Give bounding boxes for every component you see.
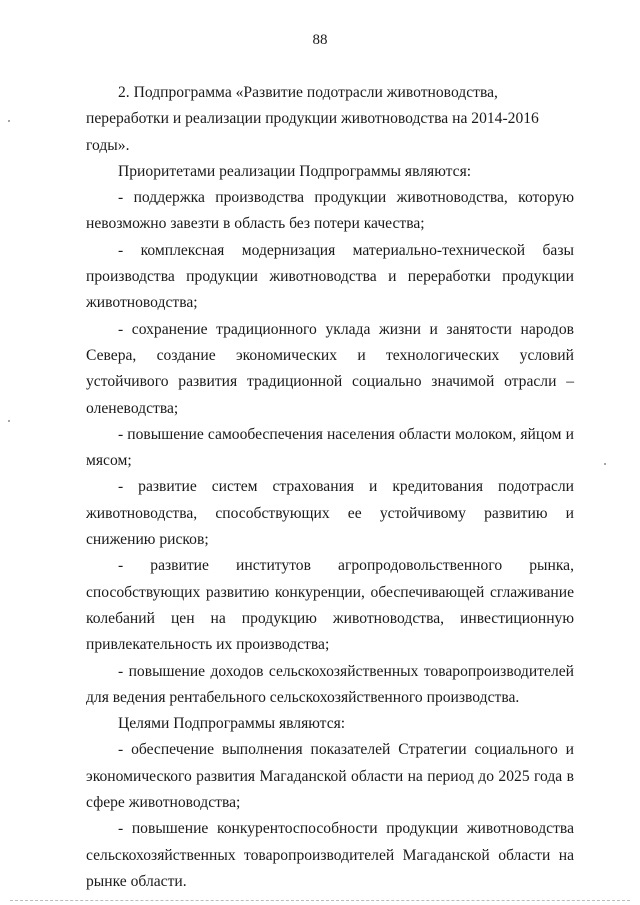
scan-artifact bbox=[604, 463, 606, 465]
priority-item: - развитие систем страхования и кредитования подотрасли животноводства, способствующих ее устойчивому развитию и снижению рисков; bbox=[86, 478, 574, 549]
document-body bbox=[86, 80, 574, 895]
priority-item: - поддержка производства продукции животноводства, которую невозможно завезти в область без потери качества; bbox=[86, 189, 574, 233]
scan-artifact bbox=[8, 420, 10, 422]
scan-artifact bbox=[8, 120, 10, 122]
priority-item: - повышение доходов сельскохозяйственных товаропроизводителей для ведения рентабельного сельскохозяйственного производства. bbox=[86, 662, 574, 706]
page-number: 88 bbox=[312, 32, 328, 48]
priority-item: - развитие институтов агропродовольственного рынка, способствующих развитию конкуренции, обеспечивающей сглаживание колебаний цен на продукцию животноводства, инвестиционную привлекательность их производства; bbox=[86, 557, 574, 654]
priority-item: - комплексная модернизация материально-технической базы производства продукции животноводства и переработки продукции животноводства; bbox=[86, 241, 574, 312]
subprogram-heading: 2. Подпрограмма «Развитие подотрасли животноводства, переработки и реализации продукции животноводства на 2014-2016 годы». bbox=[86, 84, 539, 154]
scan-edge-line bbox=[10, 900, 630, 901]
goals-intro: Целями Подпрограммы являются: bbox=[118, 715, 346, 733]
goal-item: - обеспечение выполнения показателей Стратегии социального и экономического развития Магаданской области на период до 2025 года в сфере животноводства; bbox=[86, 741, 574, 812]
priority-item: - повышение самообеспечения населения области молоком, яйцом и мясом; bbox=[86, 425, 574, 470]
goal-item: - повышение конкурентоспособности продукции животноводства сельскохозяйственных товаропроизводителей Магаданской области на рынке области. bbox=[86, 820, 574, 890]
priorities-intro: Приоритетами реализации Подпрограммы являются: bbox=[118, 162, 472, 180]
priority-item: - сохранение традиционного уклада жизни и занятости народов Севера, создание экономических и технологических условий устойчивого развития традиционной социально значимой отрасли – оленеводства; bbox=[86, 320, 574, 417]
